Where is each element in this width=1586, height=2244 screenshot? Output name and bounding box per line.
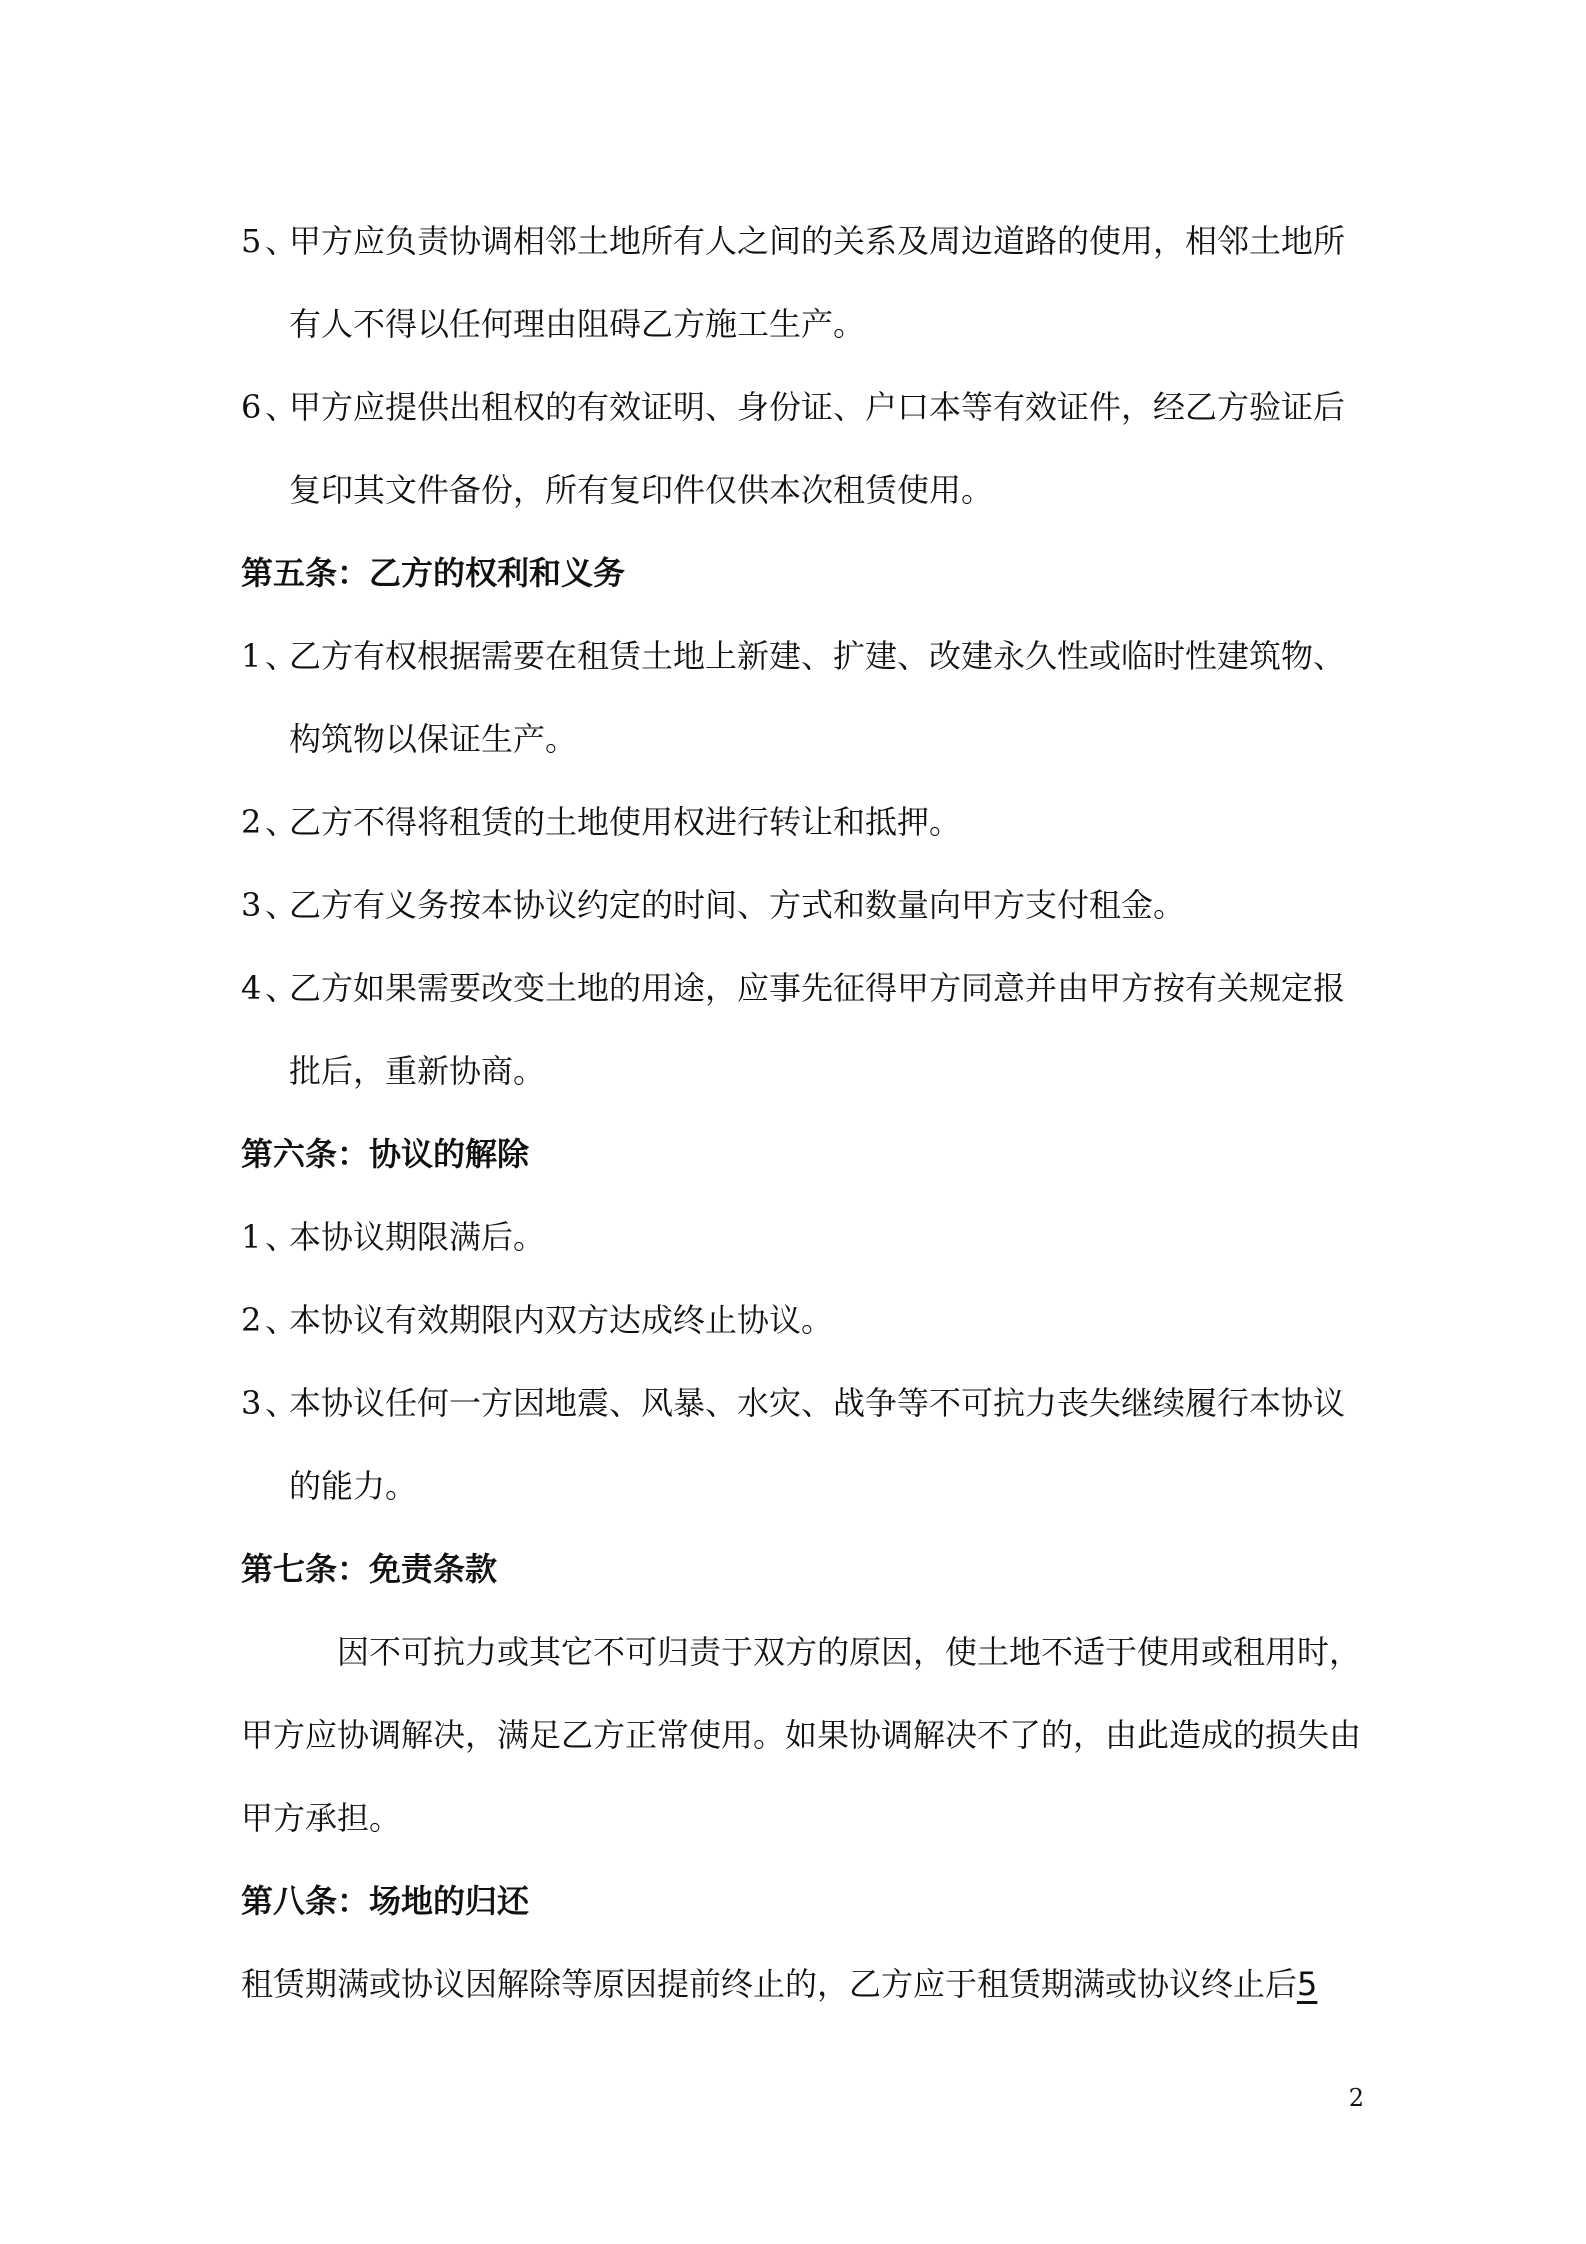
- item-number: 6: [241, 388, 262, 426]
- article-5-heading: 第五条：乙方的权利和义务: [241, 554, 626, 592]
- clause-item-6: [241, 366, 1361, 532]
- item-separator: 、: [265, 637, 298, 675]
- item-separator: 、: [265, 886, 298, 924]
- article-8-heading: 第八条：场地的归还: [241, 1882, 530, 1920]
- article-8-paragraph: [241, 1943, 1361, 2026]
- paragraph-text: 租赁期满或协议因解除等原因提前终止的，乙方应于租赁期满或协议终止后: [241, 1965, 1298, 2003]
- page-number: 2: [1348, 2084, 1364, 2112]
- item-text: 甲方应负责协调相邻土地所有人之间的关系及周边道路的使用，相邻土地所有人不得以任何理由阻碍乙方施工生产。: [289, 222, 1346, 343]
- item-separator: 、: [265, 1384, 298, 1422]
- article-6-item-3: [241, 1362, 1361, 1528]
- item-text: 甲方应提供出租权的有效证明、身份证、户口本等有效证件，经乙方验证后复印其文件备份，所有复印件仅供本次租赁使用。: [289, 388, 1346, 509]
- article-6-item-2: [241, 1279, 1361, 1362]
- item-number: 3: [241, 1384, 262, 1422]
- item-text: 本协议有效期限内双方达成终止协议。: [289, 1301, 834, 1339]
- item-number: 5: [241, 222, 262, 260]
- article-5-item-1: [241, 615, 1361, 781]
- item-number: 2: [241, 1301, 262, 1339]
- article-7-paragraph: 因不可抗力或其它不可归责于双方的原因，使土地不适于使用或租用时，甲方应协调解决，满足乙方正常使用。如果协调解决不了的，由此造成的损失由甲方承担。: [241, 1633, 1362, 1837]
- item-separator: 、: [265, 222, 298, 260]
- item-text: 本协议任何一方因地震、风暴、水灾、战争等不可抗力丧失继续履行本协议的能力。: [289, 1384, 1346, 1505]
- item-text: 本协议期限满后。: [289, 1218, 546, 1256]
- item-text: 乙方有义务按本协议约定的时间、方式和数量向甲方支付租金。: [289, 886, 1186, 924]
- underlined-days-value: 5: [1297, 1965, 1318, 2003]
- article-6-item-1: [241, 1196, 1361, 1279]
- article-5-item-2: [241, 781, 1361, 864]
- item-separator: 、: [265, 1218, 298, 1256]
- item-number: 1: [241, 1218, 262, 1256]
- item-text: 乙方如果需要改变土地的用途，应事先征得甲方同意并由甲方按有关规定报批后，重新协商。: [289, 969, 1346, 1090]
- item-separator: 、: [265, 388, 298, 426]
- item-number: 2: [241, 803, 262, 841]
- item-separator: 、: [265, 1301, 298, 1339]
- article-6-heading: 第六条：协议的解除: [241, 1135, 530, 1173]
- item-number: 4: [241, 969, 262, 1007]
- article-5-item-3: [241, 864, 1361, 947]
- article-7-heading: 第七条：免责条款: [241, 1550, 498, 1588]
- item-separator: 、: [265, 969, 298, 1007]
- item-separator: 、: [265, 803, 298, 841]
- document-body: [241, 200, 1361, 2026]
- item-text: 乙方不得将租赁的土地使用权进行转让和抵押。: [289, 803, 962, 841]
- item-text: 乙方有权根据需要在租赁土地上新建、扩建、改建永久性或临时性建筑物、构筑物以保证生产。: [289, 637, 1346, 758]
- clause-item-5: [241, 200, 1361, 366]
- item-number: 3: [241, 886, 262, 924]
- article-5-item-4: [241, 947, 1361, 1113]
- item-number: 1: [241, 637, 262, 675]
